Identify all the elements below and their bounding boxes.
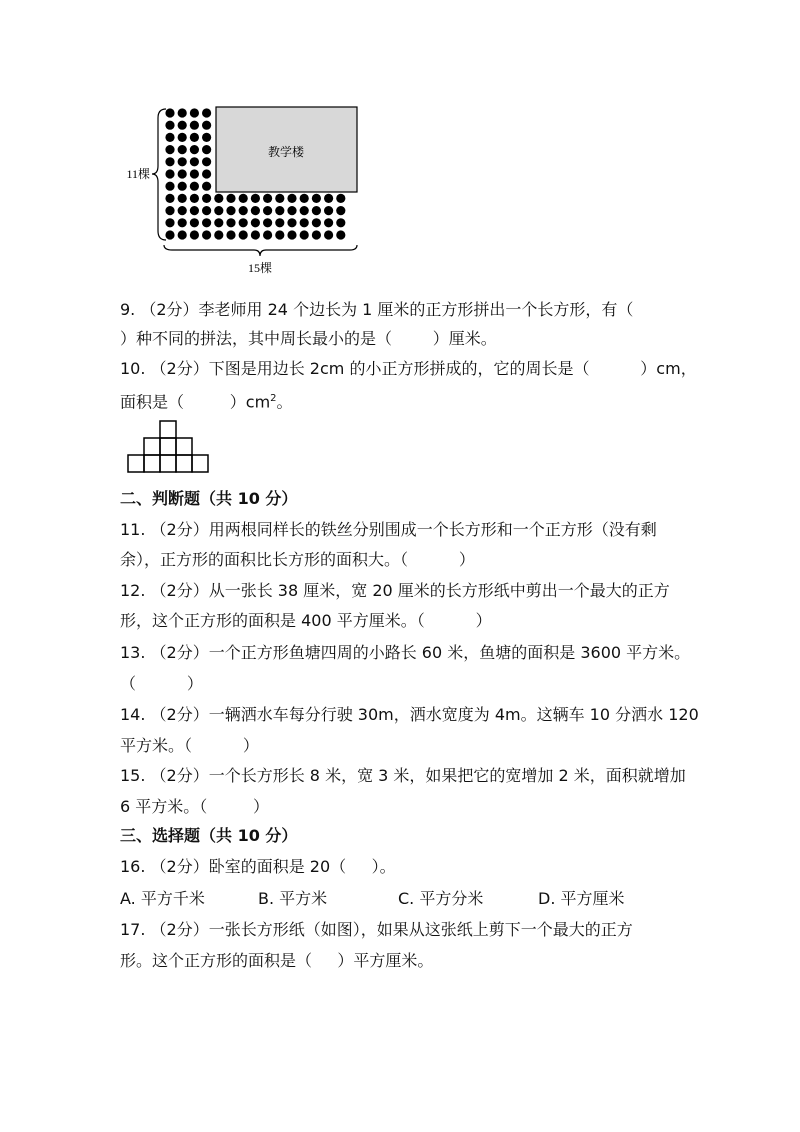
q16-option-d: D. 平方厘米 (538, 889, 625, 908)
tree-dot (275, 230, 284, 239)
tree-dot (239, 206, 248, 215)
tree-dot (202, 182, 211, 191)
squares-figure (120, 418, 220, 476)
question-17-line-1: 17. （2分）一张长方形纸（如图），如果从这张纸上剪下一个最大的正方 (120, 920, 633, 939)
tree-dot (214, 218, 223, 227)
tree-dot (178, 157, 187, 166)
q16-option-c: C. 平方分米 (398, 889, 484, 908)
tree-dot (336, 194, 345, 203)
square (176, 438, 192, 455)
question-9-line-2: ）种不同的拼法，其中周长最小的是（ ）厘米。 (120, 329, 497, 348)
question-9-line-1: 9. （2分）李老师用 24 个边长为 1 厘米的正方形拼出一个长方形，有（ (120, 300, 634, 319)
tree-dot (336, 218, 345, 227)
square (160, 421, 176, 438)
tree-dot (190, 206, 199, 215)
tree-dot (287, 218, 296, 227)
tree-dot (165, 194, 174, 203)
tree-dot (287, 194, 296, 203)
tree-dot (178, 108, 187, 117)
square (176, 455, 192, 472)
tree-dot (239, 230, 248, 239)
tree-dot (202, 157, 211, 166)
tree-dot (165, 230, 174, 239)
tree-dot (178, 194, 187, 203)
question-12-line-2: 形，这个正方形的面积是 400 平方厘米。（ ） (120, 611, 492, 630)
section-3-heading: 三、选择题（共 10 分） (120, 826, 298, 845)
question-13-line-2: （ ） (120, 674, 203, 693)
tree-dot (202, 218, 211, 227)
section-2-heading: 二、判断题（共 10 分） (120, 489, 298, 508)
tree-dot (202, 169, 211, 178)
height-brace (152, 109, 166, 240)
tree-dot (190, 145, 199, 154)
tree-dot (190, 133, 199, 142)
tree-dot (263, 230, 272, 239)
tree-dot (165, 145, 174, 154)
q10-period: 。 (276, 392, 293, 412)
width-label: 15棵 (247, 261, 273, 275)
tree-dot (226, 194, 235, 203)
tree-dot (324, 218, 333, 227)
tree-dot (214, 230, 223, 239)
tree-dot (190, 121, 199, 130)
tree-dot (287, 206, 296, 215)
square (144, 438, 160, 455)
tree-dot (263, 206, 272, 215)
tree-dot (202, 145, 211, 154)
square (144, 455, 160, 472)
question-14-line-1: 14. （2分）一辆洒水车每分行驶 30m，洒水宽度为 4m。这辆车 10 分洒水 120 (120, 705, 699, 724)
tree-dot (263, 194, 272, 203)
tree-dot (202, 121, 211, 130)
tree-dot (202, 133, 211, 142)
tree-dot (287, 230, 296, 239)
tree-dot (202, 206, 211, 215)
tree-dot (300, 194, 309, 203)
question-14-line-2: 平方米。（ ） (120, 736, 259, 755)
tree-dot (300, 206, 309, 215)
tree-dot (178, 121, 187, 130)
tree-dot (239, 218, 248, 227)
tree-dot (336, 206, 345, 215)
q10-superscript: 2 (270, 393, 277, 404)
question-10-line-2 (120, 389, 293, 412)
tree-dot (251, 194, 260, 203)
tree-dot (178, 206, 187, 215)
tree-dot (190, 108, 199, 117)
question-10-line-1: 10. （2分）下图是用边长 2cm 的小正方形拼成的，它的周长是（ ）cm， (120, 359, 697, 378)
tree-dot (324, 194, 333, 203)
tree-dot (190, 230, 199, 239)
tree-dot (312, 206, 321, 215)
question-17-line-2: 形。这个正方形的面积是（ ）平方厘米。 (120, 951, 434, 970)
height-label: 11棵 (126, 167, 150, 181)
tree-dot (263, 218, 272, 227)
tree-dot (226, 218, 235, 227)
question-16-line-1: 16. （2分）卧室的面积是 20（ ）。 (120, 857, 396, 876)
question-15-line-1: 15. （2分）一个长方形长 8 米，宽 3 米，如果把它的宽增加 2 米，面积就增加 (120, 766, 686, 785)
tree-dot (336, 230, 345, 239)
tree-dot (165, 182, 174, 191)
square (160, 438, 176, 455)
tree-dot (165, 157, 174, 166)
square (128, 455, 144, 472)
tree-dot (165, 206, 174, 215)
tree-dot (226, 206, 235, 215)
tree-dot (312, 218, 321, 227)
tree-dot (178, 145, 187, 154)
tree-dot (324, 206, 333, 215)
tree-dot (251, 206, 260, 215)
tree-dot (239, 194, 248, 203)
question-12-line-1: 12. （2分）从一张长 38 厘米，宽 20 厘米的长方形纸中剪出一个最大的正方 (120, 581, 670, 600)
tree-dot (275, 194, 284, 203)
tree-dot (190, 157, 199, 166)
question-13-line-1: 13. （2分）一个正方形鱼塘四周的小路长 60 米，鱼塘的面积是 3600 平方米。 (120, 643, 691, 662)
tree-dot (251, 230, 260, 239)
width-brace (164, 245, 357, 256)
tree-dot (178, 169, 187, 178)
tree-dot (165, 133, 174, 142)
tree-dot (178, 218, 187, 227)
tree-dot (202, 194, 211, 203)
tree-dot (190, 169, 199, 178)
tree-dot (165, 108, 174, 117)
tree-dot (226, 230, 235, 239)
tree-dot (202, 108, 211, 117)
tree-dot (190, 218, 199, 227)
tree-dot (178, 133, 187, 142)
tree-dot (202, 230, 211, 239)
question-15-line-2: 6 平方米。（ ） (120, 797, 270, 816)
q10-area-text: 面积是（ ）cm (120, 392, 271, 412)
tree-grid-figure (100, 100, 380, 280)
tree-dot (275, 218, 284, 227)
tree-dot (312, 230, 321, 239)
tree-dot (165, 169, 174, 178)
question-11-line-2: 余），正方形的面积比长方形的面积大。（ ） (120, 550, 475, 569)
tree-dot (312, 194, 321, 203)
tree-dot (214, 206, 223, 215)
tree-dot (214, 194, 223, 203)
tree-dot (324, 230, 333, 239)
tree-dot (165, 218, 174, 227)
tree-dot (275, 206, 284, 215)
tree-dot (300, 230, 309, 239)
tree-dot (190, 194, 199, 203)
q16-option-a: A. 平方千米 (120, 889, 205, 908)
tree-dot (190, 182, 199, 191)
tree-dot (165, 121, 174, 130)
tree-dot (251, 218, 260, 227)
tree-dot (178, 182, 187, 191)
tree-dot (178, 230, 187, 239)
q16-option-b: B. 平方米 (258, 889, 328, 908)
square (192, 455, 208, 472)
building-label: 教学楼 (267, 145, 305, 159)
square (160, 455, 176, 472)
question-11-line-1: 11. （2分）用两根同样长的铁丝分别围成一个长方形和一个正方形（没有剩 (120, 520, 657, 539)
tree-dot (300, 218, 309, 227)
